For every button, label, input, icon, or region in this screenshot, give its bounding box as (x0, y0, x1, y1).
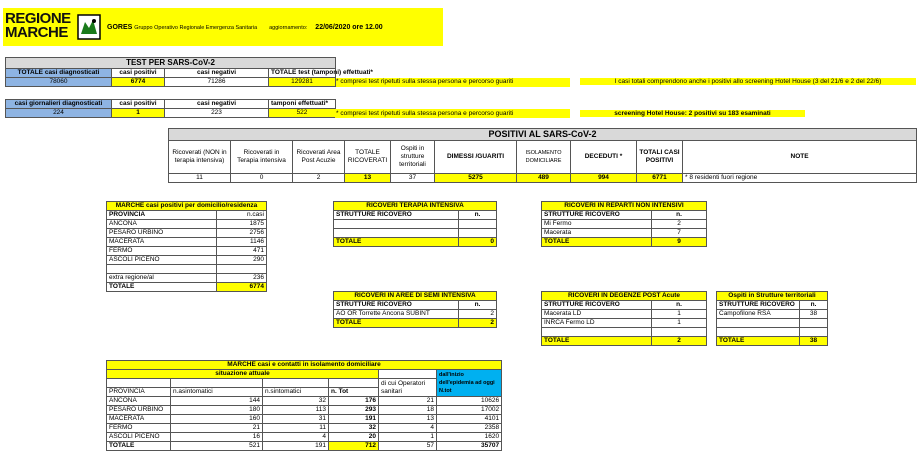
daily-col-negativi: casi negativi (165, 100, 269, 109)
test-val-total: 78060 (6, 78, 112, 87)
empty-cell (542, 328, 652, 337)
table-row (107, 283, 267, 292)
table-row (107, 415, 502, 424)
positivi-table (168, 128, 917, 183)
iso-total-label: TOTALE (107, 442, 171, 451)
non-int-title: RICOVERI IN REPARTI NON INTENSIVI (542, 202, 707, 211)
ospiti-table (716, 291, 828, 346)
pos-val-dimessi: 5275 (435, 174, 517, 183)
iso-provincia: MACERATA (107, 415, 171, 424)
ti-col1: STRUTTURE RICOVERO (334, 211, 459, 220)
iso-col-total-history: dall'inizio dell'epidemia ad oggi N.tot (437, 370, 502, 397)
pos-val-totali: 6771 (637, 174, 683, 183)
iso-provincia: ANCONA (107, 397, 171, 406)
table-row (107, 433, 502, 442)
header-banner (3, 8, 443, 46)
province-val: 1146 (217, 238, 267, 247)
iso-title: MARCHE casi e contatti in isolamento domiciliare (107, 361, 502, 370)
pos-col-deceduti: DECEDUTI * (571, 141, 637, 174)
iso-total-tot: 712 (329, 442, 379, 451)
iso-provincia: PESARO URBINO (107, 406, 171, 415)
iso-asint: 180 (171, 406, 263, 415)
province-total-label: TOTALE (107, 283, 217, 292)
empty-cell (717, 319, 800, 328)
iso-history: 2358 (437, 424, 502, 433)
province-name: PESARO URBINO (107, 229, 217, 238)
iso-operatori: 21 (379, 397, 437, 406)
update-value: 22/06/2020 ore 12.00 (315, 24, 383, 31)
iso-col-operatori: di cui Operatori sanitari (379, 379, 437, 397)
non-int-val: 2 (652, 220, 707, 229)
pos-val-post-acuzie: 2 (293, 174, 345, 183)
province-val: 471 (217, 247, 267, 256)
province-col2: n.casi (217, 211, 267, 220)
iso-sint: 32 (263, 397, 329, 406)
pos-col-post-acuzie: Ricoverati Area Post Acuzie (293, 141, 345, 174)
iso-col-asintomatici: n.asintomatici (171, 388, 263, 397)
non-int-col1: STRUTTURE RICOVERO (542, 211, 652, 220)
province-val: 1875 (217, 220, 267, 229)
table-row (542, 319, 707, 328)
table-row (334, 310, 497, 319)
iso-col-tot: n. Tot (329, 388, 379, 397)
empty-cell (334, 229, 459, 238)
empty-cell (800, 319, 828, 328)
semi-col1: STRUTTURE RICOVERO (334, 301, 459, 310)
iso-sint: 11 (263, 424, 329, 433)
header-info (107, 24, 383, 31)
pos-col-dimessi: DIMESSI /GUARITI (435, 141, 517, 174)
empty-cell (171, 379, 263, 388)
logo-line1: REGIONE (5, 10, 71, 27)
test-val-negativi: 71286 (165, 78, 269, 87)
ti-table (333, 201, 497, 247)
iso-tot: 293 (329, 406, 379, 415)
semi-name: AO OR Torrette Ancona SUBINT (334, 310, 459, 319)
semi-total-val: 2 (459, 319, 497, 328)
empty-cell (379, 370, 437, 379)
non-int-name: Mi Fermo (542, 220, 652, 229)
iso-sint: 31 (263, 415, 329, 424)
province-extra-val: 236 (217, 274, 267, 283)
test-val-tamponi: 129281 (269, 78, 336, 87)
province-val: 290 (217, 256, 267, 265)
table-row (107, 256, 267, 265)
iso-operatori: 13 (379, 415, 437, 424)
pos-col-isolamento: ISOLAMENTO DOMICILIARE (517, 141, 571, 174)
org-description: Gruppo Operativo Regionale Emergenza Sanitaria (134, 25, 258, 31)
iso-total-asint: 521 (171, 442, 263, 451)
table-row (107, 220, 267, 229)
pos-val-ti: 0 (231, 174, 293, 183)
iso-subtitle: situazione attuale (107, 370, 379, 379)
empty-cell (334, 220, 459, 229)
iso-sint: 4 (263, 433, 329, 442)
non-int-col2: n. (652, 211, 707, 220)
pos-col-tot-ricoverati: TOTALE RICOVERATI (345, 141, 391, 174)
iso-tot: 191 (329, 415, 379, 424)
region-emblem-icon (77, 14, 101, 40)
post-total-label: TOTALE (542, 337, 652, 346)
iso-provincia: ASCOLI PICENO (107, 433, 171, 442)
iso-asint: 16 (171, 433, 263, 442)
ti-title: RICOVERI TERAPIA INTENSIVA (334, 202, 497, 211)
post-val: 1 (652, 319, 707, 328)
iso-asint: 21 (171, 424, 263, 433)
province-table (106, 201, 267, 292)
iso-operatori: 18 (379, 406, 437, 415)
daily-val-tamponi: 522 (269, 109, 336, 118)
pos-col-note: NOTE (683, 141, 917, 174)
ospiti-title: Ospiti in Strutture territoriali (717, 292, 828, 301)
empty-cell (459, 229, 497, 238)
empty-cell (263, 379, 329, 388)
daily-col-total: casi giornalieri diagnosticati (6, 100, 112, 109)
iso-asint: 160 (171, 415, 263, 424)
iso-operatori: 4 (379, 424, 437, 433)
iso-total-operatori: 57 (379, 442, 437, 451)
test-title: TEST PER SARS-CoV-2 (6, 58, 336, 69)
semi-intensiva-table (333, 291, 497, 328)
post-val: 1 (652, 310, 707, 319)
empty-cell (717, 328, 800, 337)
non-int-name: Macerata (542, 229, 652, 238)
iso-asint: 144 (171, 397, 263, 406)
test-side-note: I casi totali comprendono anche i positivi allo screening Hotel House (3 del 21/6 e 2 del 22/6) (580, 78, 916, 85)
ospiti-val: 38 (800, 310, 828, 319)
ti-total-val: 0 (459, 238, 497, 247)
iso-history: 17002 (437, 406, 502, 415)
table-row (107, 229, 267, 238)
daily-note: * compresi test ripetuti sulla stessa persona e percorso guariti (336, 110, 514, 117)
daily-val-negativi: 223 (165, 109, 269, 118)
test-col-positivi: casi positivi (112, 69, 165, 78)
pos-col-ricoverati: Ricoverati (NON in terapia intensiva) (169, 141, 231, 174)
pos-val-deceduti: 994 (571, 174, 637, 183)
ospiti-col2: n. (800, 301, 828, 310)
non-int-total-label: TOTALE (542, 238, 652, 247)
post-col1: STRUTTURE RICOVERO (542, 301, 652, 310)
iso-tot: 32 (329, 424, 379, 433)
iso-history: 4101 (437, 415, 502, 424)
test-col-tamponi: TOTALE test (tamponi) effettuati* (269, 69, 336, 78)
province-title: MARCHE casi positivi per domicilio/residenza (107, 202, 267, 211)
ti-col2: n. (459, 211, 497, 220)
pos-val-isolamento: 489 (517, 174, 571, 183)
iso-tot: 20 (329, 433, 379, 442)
daily-val-positivi: 1 (112, 109, 165, 118)
province-name: FERMO (107, 247, 217, 256)
province-name: ASCOLI PICENO (107, 256, 217, 265)
ospiti-name: Campofilone RSA (717, 310, 800, 319)
iso-operatori: 1 (379, 433, 437, 442)
pos-col-ti: Ricoverati in Terapia intensiva (231, 141, 293, 174)
empty-cell (107, 265, 217, 274)
post-title: RICOVERI IN DEGENZE POST Acute (542, 292, 707, 301)
pos-col-totali: TOTALI CASI POSITIVI (637, 141, 683, 174)
daily-col-tamponi: tamponi effettuati* (269, 100, 336, 109)
ospiti-total-val: 38 (800, 337, 828, 346)
semi-val: 2 (459, 310, 497, 319)
empty-cell (107, 379, 171, 388)
positivi-title: POSITIVI AL SARS-CoV-2 (169, 129, 917, 141)
post-name: INRCA Fermo LD (542, 319, 652, 328)
update-label: aggiornamento: (269, 25, 308, 31)
table-row (107, 397, 502, 406)
table-row (542, 310, 707, 319)
province-val: 2756 (217, 229, 267, 238)
empty-cell (459, 220, 497, 229)
non-int-val: 7 (652, 229, 707, 238)
table-row (107, 247, 267, 256)
table-row (107, 274, 267, 283)
empty-cell (329, 379, 379, 388)
ospiti-total-label: TOTALE (717, 337, 800, 346)
non-int-total-val: 9 (652, 238, 707, 247)
post-name: Macerata LD (542, 310, 652, 319)
province-extra-label: extra regione/al (107, 274, 217, 283)
pos-val-ospiti: 37 (391, 174, 435, 183)
table-row (717, 310, 828, 319)
province-total-val: 6774 (217, 283, 267, 292)
iso-tot: 176 (329, 397, 379, 406)
table-row (107, 406, 502, 415)
ospiti-col1: STRUTTURE RICOVERO (717, 301, 800, 310)
iso-total-history: 35707 (437, 442, 502, 451)
iso-history: 1620 (437, 433, 502, 442)
iso-col-sintomatici: n.sintomatici (263, 388, 329, 397)
post-total-val: 2 (652, 337, 707, 346)
logo-line2: MARCHE (5, 24, 68, 41)
post-col2: n. (652, 301, 707, 310)
semi-title: RICOVERI IN AREE DI SEMI INTENSIVA (334, 292, 497, 301)
org-name: GORES (107, 24, 133, 31)
test-col-negativi: casi negativi (165, 69, 269, 78)
province-col1: PROVINCIA (107, 211, 217, 220)
pos-col-ospiti: Ospiti in strutture territoriali (391, 141, 435, 174)
region-logo (5, 12, 71, 40)
pos-val-ricoverati: 11 (169, 174, 231, 183)
table-row (542, 229, 707, 238)
post-acute-table (541, 291, 707, 346)
non-intensivi-table (541, 201, 707, 247)
semi-col2: n. (459, 301, 497, 310)
pos-val-tot-ricoverati: 13 (345, 174, 391, 183)
province-name: ANCONA (107, 220, 217, 229)
daily-side-note: screening Hotel House: 2 positivi su 183 esaminati (580, 110, 805, 117)
table-row (107, 238, 267, 247)
iso-provincia: FERMO (107, 424, 171, 433)
empty-cell (217, 265, 267, 274)
test-table (5, 57, 373, 87)
isolamento-table (106, 360, 502, 451)
test-note: * compresi test ripetuti sulla stessa persona e percorso guariti (336, 78, 514, 85)
iso-col-provincia: PROVINCIA (107, 388, 171, 397)
province-name: MACERATA (107, 238, 217, 247)
empty-cell (652, 328, 707, 337)
iso-history: 10626 (437, 397, 502, 406)
daily-val-total: 224 (6, 109, 112, 118)
test-val-positivi: 6774 (112, 78, 165, 87)
table-row (107, 442, 502, 451)
daily-col-positivi: casi positivi (112, 100, 165, 109)
semi-total-label: TOTALE (334, 319, 459, 328)
daily-table (5, 99, 336, 118)
iso-sint: 113 (263, 406, 329, 415)
test-col-total: TOTALE casi diagnosticati (6, 69, 112, 78)
table-row (107, 265, 267, 274)
pos-val-note: * 8 residenti fuori regione (683, 174, 917, 183)
iso-total-sint: 191 (263, 442, 329, 451)
empty-cell (800, 328, 828, 337)
table-row (107, 424, 502, 433)
ti-total-label: TOTALE (334, 238, 459, 247)
table-row (542, 220, 707, 229)
